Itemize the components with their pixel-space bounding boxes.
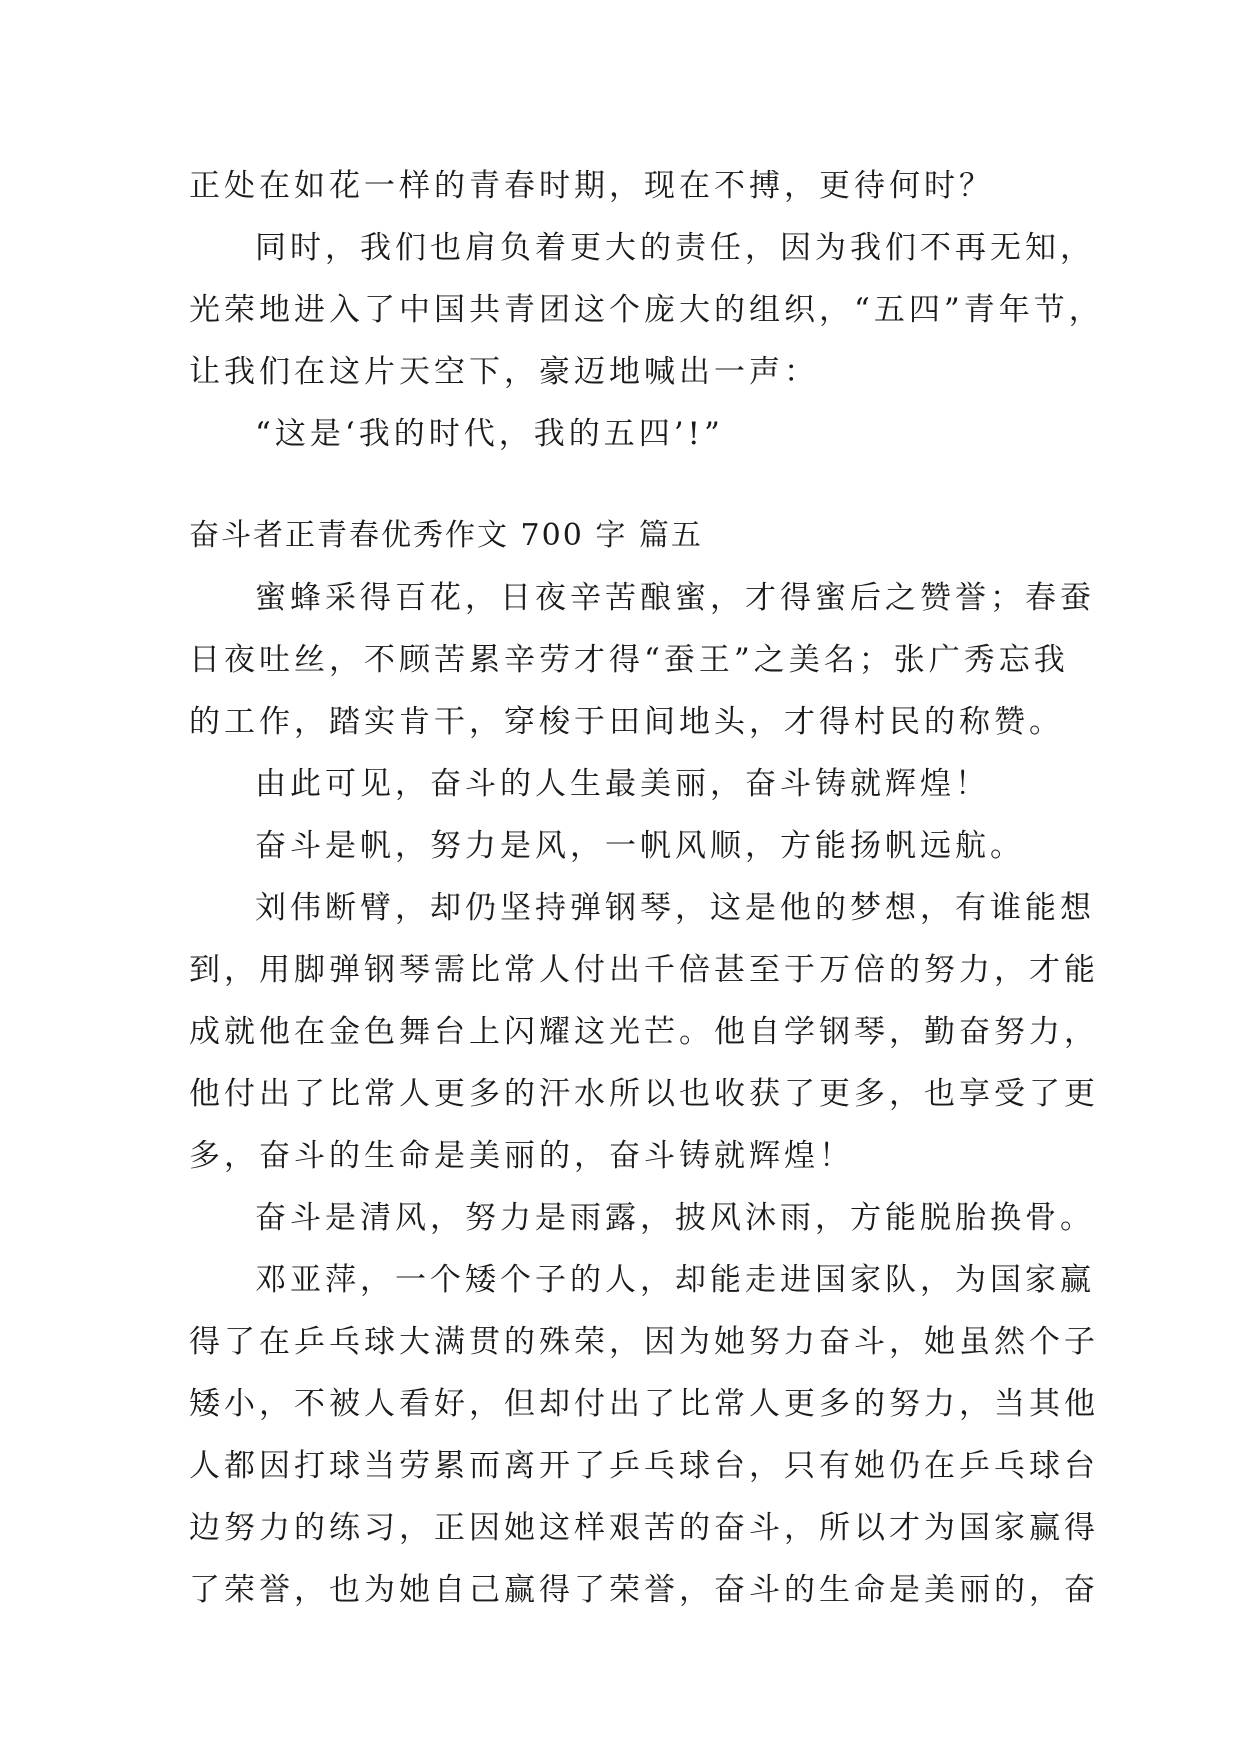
paragraph-line: 刘伟断臂，却仍坚持弹钢琴，这是他的梦想，有谁能想 [255, 890, 1095, 926]
paragraph-line: 正处在如花一样的青春时期，现在不搏，更待何时？ [189, 168, 994, 204]
paragraph-line: 奋斗是清风，努力是雨露，披风沐雨，方能脱胎换骨。 [255, 1200, 1095, 1236]
paragraph-line: 日夜吐丝，不顾苦累辛劳才得“蚕王”之美名；张广秀忘我 [189, 642, 1069, 678]
paragraph-line: 由此可见，奋斗的人生最美丽，奋斗铸就辉煌！ [255, 766, 990, 802]
paragraph-line: 让我们在这片天空下，豪迈地喊出一声： [189, 354, 819, 390]
essay-title: 奋斗者正青春优秀作文 700 字 篇五 [189, 518, 703, 553]
paragraph-line: 的工作，踏实肯干，穿梭于田间地头，才得村民的称赞。 [189, 704, 1064, 740]
paragraph-line: 人都因打球当劳累而离开了乒乓球台，只有她仍在乒乓球台 [189, 1448, 1099, 1484]
paragraph-line: 了荣誉，也为她自己赢得了荣誉，奋斗的生命是美丽的，奋 [189, 1572, 1099, 1608]
paragraph-line: 奋斗是帆，努力是风，一帆风顺，方能扬帆远航。 [255, 828, 1025, 864]
paragraph-line: 他付出了比常人更多的汗水所以也收获了更多，也享受了更 [189, 1076, 1099, 1112]
paragraph-line: 矮小，不被人看好，但却付出了比常人更多的努力，当其他 [189, 1386, 1099, 1422]
paragraph-line: 成就他在金色舞台上闪耀这光芒。他自学钢琴，勤奋努力， [189, 1014, 1099, 1050]
paragraph-line: 邓亚萍，一个矮个子的人，却能走进国家队，为国家赢 [255, 1262, 1095, 1298]
paragraph-line: “这是‘我的时代，我的五四’!” [255, 416, 724, 452]
paragraph-line: 多，奋斗的生命是美丽的，奋斗铸就辉煌！ [189, 1138, 854, 1174]
top-section [189, 155, 1104, 465]
paragraph-line: 得了在乒乓球大满贯的殊荣，因为她努力奋斗，她虽然个子 [189, 1324, 1099, 1360]
paragraph-line: 蜜蜂采得百花，日夜辛苦酿蜜，才得蜜后之赞誉；春蚕 [255, 580, 1095, 616]
paragraph-line: 到，用脚弹钢琴需比常人付出千倍甚至于万倍的努力，才能 [189, 952, 1099, 988]
essay-section [189, 505, 1099, 1621]
paragraph-line: 边努力的练习，正因她这样艰苦的奋斗，所以才为国家赢得 [189, 1510, 1099, 1546]
paragraph-line: 同时，我们也肩负着更大的责任，因为我们不再无知， [255, 230, 1095, 266]
paragraph-line: 光荣地进入了中国共青团这个庞大的组织，“五四”青年节， [189, 292, 1104, 328]
